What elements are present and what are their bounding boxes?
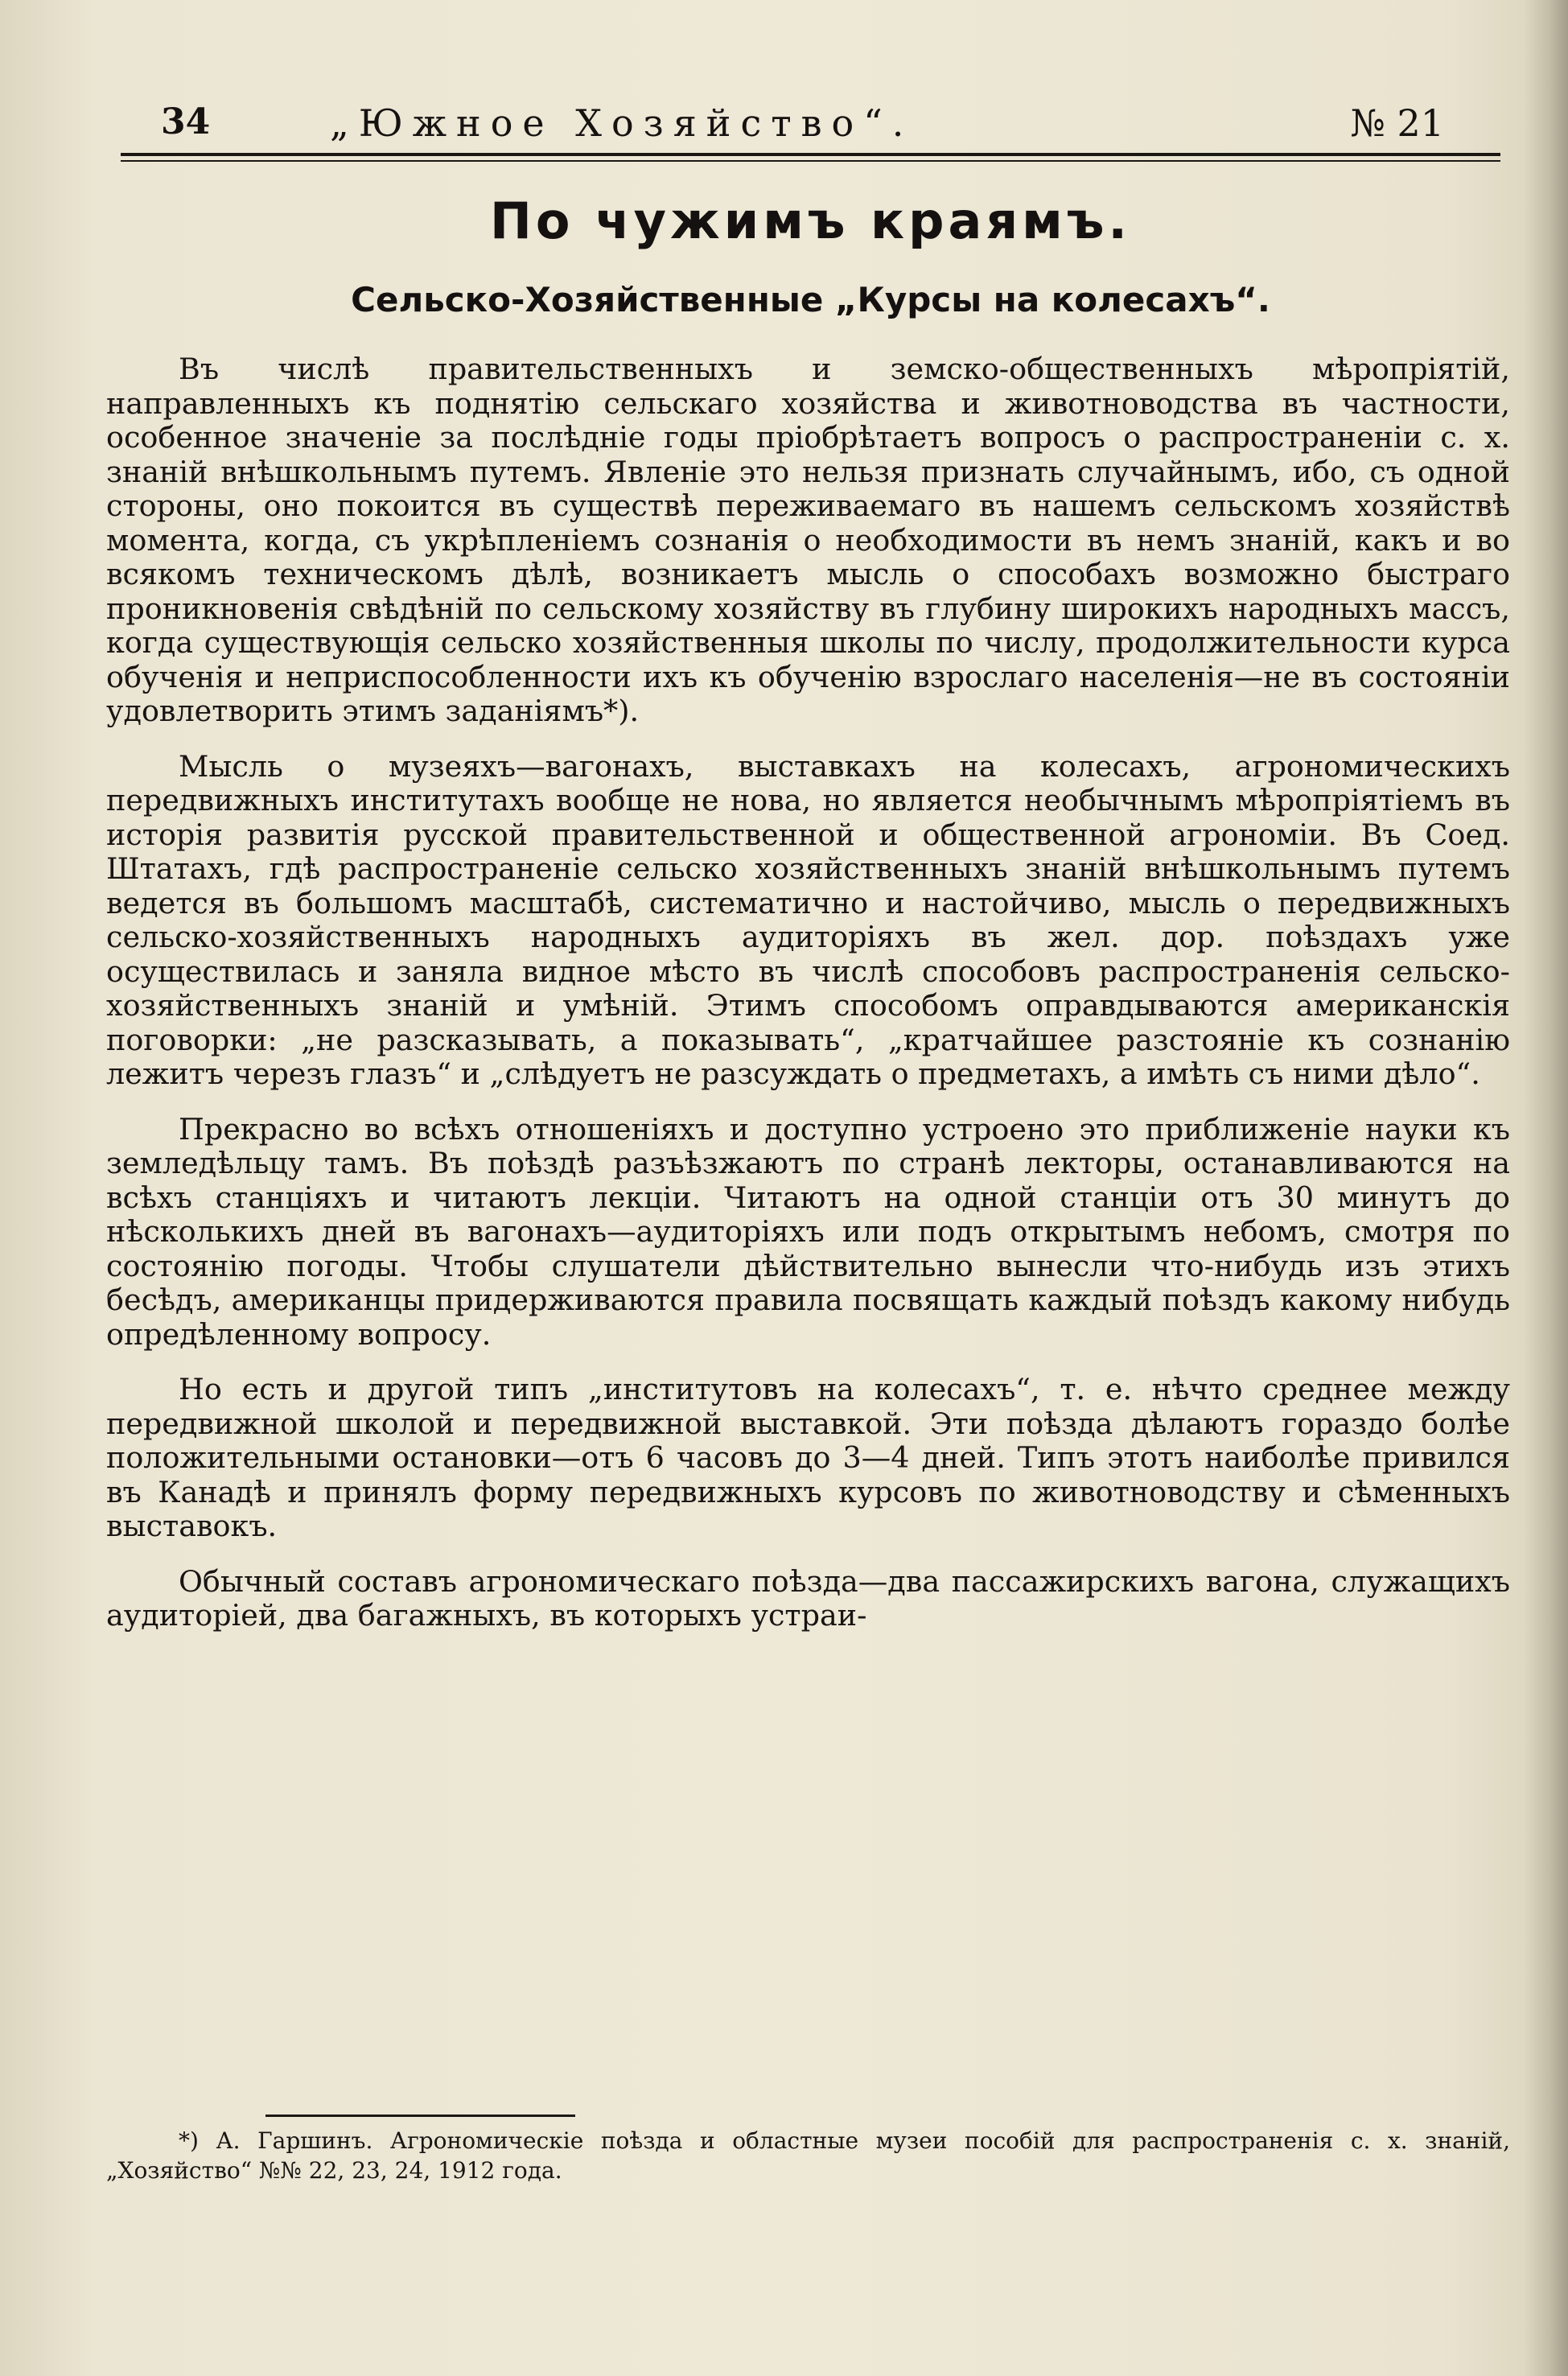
page-number: 34 bbox=[161, 101, 211, 142]
page-edge-shadow bbox=[1524, 0, 1568, 2376]
article-subtitle: Сельско-Хозяйственные „Курсы на колесахъ“. bbox=[351, 280, 1270, 319]
paragraph: Въ числѣ правительственныхъ и земско-общественныхъ мѣропріятій, направленныхъ къ поднятію сельскаго хозяйства и животноводства въ частности, особенное значеніе за послѣдніе годы пріобрѣтаетъ вопросъ о распространеніи с. х. знаній внѣшкольнымъ путемъ. Явленіе это нельзя признать случайнымъ, ибо, съ одной стороны, оно покоится въ существѣ переживаемаго въ нашемъ сельскомъ хозяйствѣ момента, когда, съ укрѣпленіемъ сознанія о необходимости въ немъ знаній, какъ и во всякомъ техническомъ дѣлѣ, возникаетъ мысль о способахъ возможно быстраго проникновенія свѣдѣній по сельскому хозяйству въ глубину широкихъ народныхъ массъ, когда существующія сельско хозяйственныя школы по числу, продолжительности курса обученія и неприспособленности ихъ къ обученію взрослаго населенія—не въ состояніи удовлетворить этимъ заданіямъ*). bbox=[106, 352, 1510, 728]
paragraph: Но есть и другой типъ „институтовъ на колесахъ“, т. е. нѣчто среднее между передвижной школой и передвижной выставкой. Эти поѣзда дѣлаютъ гораздо болѣе положительными остановки—отъ 6 часовъ до 3—4 дней. Типъ этотъ наиболѣе привился въ Канадѣ и принялъ форму передвижныхъ курсовъ по животноводству и сѣменныхъ выставокъ. bbox=[106, 1372, 1510, 1543]
footnote-rule bbox=[265, 2115, 575, 2117]
journal-title: „Южное Хозяйство“. bbox=[330, 101, 914, 145]
footnote: *) А. Гаршинъ. Агрономическіе поѣзда и областные музеи пособій для распространенія с. х. знаній, „Хозяйство“ №№ 22, 23, 24, 1912 года. bbox=[106, 2127, 1510, 2184]
running-header bbox=[121, 95, 1500, 151]
paragraph: Мысль о музеяхъ—вагонахъ, выставкахъ на колесахъ, агрономическихъ передвижныхъ институтахъ вообще не нова, но является необычнымъ мѣропріятіемъ въ исторія развитія русской правительственной и общественной агрономіи. Въ Соед. Штатахъ, гдѣ распространеніе сельско хозяйственныхъ знаній внѣшкольнымъ путемъ ведется въ большомъ масштабѣ, систематично и настойчиво, мысль о передвижныхъ сельско-хозяйственныхъ народныхъ аудиторіяхъ въ жел. дор. поѣздахъ уже осуществилась и заняла видное мѣсто въ числѣ способовъ распространенія сельско-хозяйственныхъ знаній и умѣній. Этимъ способомъ оправдываются американскія поговорки: „не разсказывать, а показывать“, „кратчайшее разстояніе къ сознанію лежитъ черезъ глазъ“ и „слѣдуетъ не разсуждать о предметахъ, а имѣть съ ними дѣло“. bbox=[106, 748, 1510, 1091]
article-body bbox=[106, 352, 1510, 1654]
article-title: По чужимъ краямъ. bbox=[490, 191, 1131, 250]
issue-number: № 21 bbox=[1350, 101, 1444, 145]
paragraph: Обычный составъ агрономическаго поѣзда—два пассажирскихъ вагона, служащихъ аудиторіей, два багажныхъ, въ которыхъ устраи- bbox=[106, 1563, 1510, 1633]
paragraph: Прекрасно во всѣхъ отношеніяхъ и доступно устроено это приближеніе науки къ земледѣльцу тамъ. Въ поѣздѣ разъѣзжаютъ по странѣ лекторы, останавливаются на всѣхъ станціяхъ и читаютъ лекціи. Читаютъ на одной станціи отъ 30 минутъ до нѣсколькихъ дней въ вагонахъ—аудиторіяхъ или подъ открытымъ небомъ, смотря по состоянію погоды. Чтобы слушатели дѣйствительно вынесли что-нибудь изъ этихъ бесѣдъ, американцы придерживаются правила посвящать каждый поѣздъ какому нибудь опредѣленному вопросу. bbox=[106, 1111, 1510, 1352]
header-rule-thick bbox=[121, 153, 1500, 156]
header-rule-thin bbox=[121, 160, 1500, 162]
